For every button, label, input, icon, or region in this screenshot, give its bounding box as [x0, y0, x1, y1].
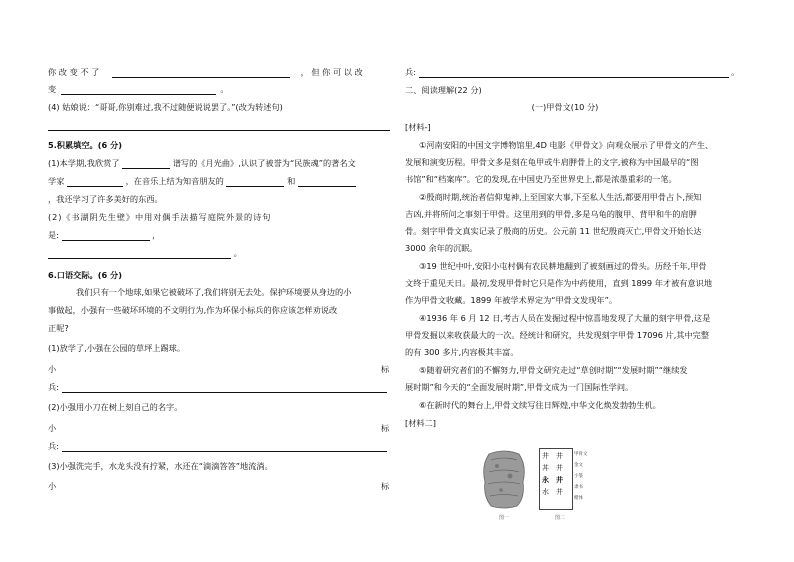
s6-question-2: (2)小强用小刀在树上刻自己的名字。	[48, 402, 183, 412]
answer-blank[interactable]	[62, 443, 387, 452]
para-4-line: 的有 300 多片,内容极其丰富。	[405, 347, 519, 357]
character-evolution-figure	[539, 448, 599, 510]
s5-line-4: (2)《书湖阴先生壁》中用对偶手法描写庭院外景的诗句	[48, 212, 272, 222]
char-glyph: 井	[556, 476, 563, 484]
xiao-char: 小	[48, 423, 57, 433]
para-2-line: 吉凶,并将所问之事刻于甲骨。这里用到的甲骨,多是乌龟的腹甲、背甲和牛的肩胛	[405, 209, 697, 219]
xiao-char: 小	[48, 481, 57, 491]
para-3-line: ③19 世纪中叶,安阳小屯村偶有农民耕地翻到了被刻画过的骨头。历经千年,甲骨	[419, 261, 707, 271]
fill-line-2: 变 。	[48, 84, 229, 94]
para-2-line: 骨。刻字甲骨文真实记录了殷商的历史。公元前 11 世纪殷商灭亡,甲骨文开始长达	[405, 226, 702, 236]
char-glyph: 井	[556, 488, 563, 496]
evolution-label: 金文	[574, 463, 583, 468]
answer-blank[interactable]	[112, 69, 290, 78]
s6-paragraph-2: 事做起，小强有一些破坏环境的不文明行为,作为环保小标兵的你应该怎样劝说改	[48, 305, 338, 315]
para-5-line: 展时期”和今天的“全面发展时期”,甲骨文成为一门国际性学问。	[405, 382, 634, 392]
para-1-line: 书馆”和“档案库”。它的发现,在中国史乃至世界史上,都是浓墨重彩的一笔。	[405, 174, 677, 184]
evolution-label: 甲骨文	[574, 452, 588, 457]
subsection-title: (一)甲骨文(10 分)	[531, 102, 599, 112]
para-1-line: 发展和演变历程。甲骨文多是刻在龟甲或牛肩胛骨上的文字,被称为中国最早的“图	[405, 157, 699, 167]
answer-blank[interactable]	[122, 160, 170, 169]
section-6-title: 6.口语交际。(6 分)	[48, 270, 122, 280]
s5-line-5: 是: ，	[48, 230, 161, 240]
section-2-title: 二、阅读理解(22 分)	[405, 85, 482, 95]
para-6-line: ⑥在新时代的舞台上,甲骨文续写往日辉煌,中华文化焕发勃勃生机。	[419, 400, 661, 410]
s5-line-3: ，我还学习了许多美好的东西。	[48, 194, 163, 204]
evolution-label: 隶书	[574, 485, 583, 490]
material-1-label: [材料-]	[405, 122, 431, 132]
s5-line-1: (1)本学期,我欣赏了 谱写的《月光曲》,认识了被誉为“民族魂”的著名文	[48, 158, 356, 168]
para-3-line: 作为甲骨文收藏。1899 年被学术界定为“甲骨文发现年”。	[405, 295, 618, 305]
oracle-bone-icon	[479, 448, 529, 510]
s6-paragraph-3: 正呢?	[48, 323, 69, 333]
oracle-bone-image	[479, 448, 529, 510]
answer-blank[interactable]	[298, 178, 356, 187]
biao-char: 标	[381, 423, 390, 433]
para-5-line: ⑤随着研究者们的不懈努力,甲骨文研究走过“草创时期”“发展时期”“继续发	[419, 365, 688, 375]
char-glyph: 水	[542, 488, 549, 496]
s6-question-3: (3)小强洗完手，水龙头没有拧紧，水还在“滴滴答答”地流淌。	[48, 461, 273, 471]
para-2-line: ②殷商时期,统治者信仰鬼神,上至国家大事,下至私人生活,都要用甲骨占卜,预知	[419, 192, 702, 202]
biao-char: 标	[381, 481, 390, 491]
answer-row-1: 兵:	[48, 382, 387, 393]
material-2-label: [材料二]	[405, 418, 436, 428]
fill-line-1: 你 改 变 不 了 ， 但 你 可 以 改	[48, 67, 363, 77]
s5-line-6: 。	[48, 248, 242, 259]
answer-blank[interactable]	[62, 232, 150, 241]
answer-blank[interactable]	[48, 250, 231, 259]
para-1-line: ①河南安阳的中国文字博物馆里,4D 电影《甲骨文》向观众展示了甲骨文的产生、	[419, 140, 714, 150]
char-glyph: 井	[556, 452, 563, 460]
s6-question-1: (1)放学了,小强在公园的草坪上踢球。	[48, 343, 186, 353]
question-4: (4) 姑娘说：“哥哥,你别难过,我不过随便说说罢了。”(改为转述句)	[48, 102, 283, 112]
char-glyph: 永	[542, 476, 549, 484]
evolution-label: 楷体	[574, 496, 583, 501]
section-5-title: 5.积累填空。(6 分)	[48, 140, 122, 150]
evolution-label: 小篆	[574, 474, 583, 479]
para-2-line: 3000 余年的沉眠。	[405, 243, 478, 253]
answer-row-3: 兵: 。	[405, 67, 740, 77]
biao-char: 标	[381, 364, 390, 374]
char-glyph: 井	[556, 464, 563, 472]
char-glyph: 丼	[542, 464, 549, 472]
para-3-line: 文终于重见天日。最初,发现甲骨时它只是作为中药使用，直到 1899 年才被有意识地	[405, 278, 713, 288]
s6-paragraph-1: 我们只有一个地球,如果它被破坏了,我们将别无去处。保护环境要从身边的小	[76, 287, 352, 297]
xiao-char: 小	[48, 364, 57, 374]
para-4-line: 甲骨发掘以来收获最大的一次。经统计和研究，共发现刻字甲骨 17096 片,其中完整	[405, 330, 710, 340]
para-4-line: ④1936 年 6 月 12 日,考古人员在发掘过程中惊喜地发现了大量的刻字甲骨,这是	[419, 313, 711, 323]
figure-1-caption: 图一	[499, 515, 510, 521]
answer-line[interactable]	[48, 130, 390, 131]
s5-line-2: 学家 ，在音乐上结为知音朋友的 和	[48, 176, 356, 187]
answer-row-2: 兵:	[48, 441, 387, 452]
answer-blank[interactable]	[419, 69, 729, 78]
char-glyph: 井	[542, 452, 549, 460]
figure-2-caption: 图二	[555, 515, 566, 521]
answer-blank[interactable]	[61, 86, 216, 95]
answer-blank[interactable]	[62, 384, 387, 393]
answer-blank[interactable]	[67, 178, 123, 187]
answer-blank[interactable]	[226, 178, 284, 187]
